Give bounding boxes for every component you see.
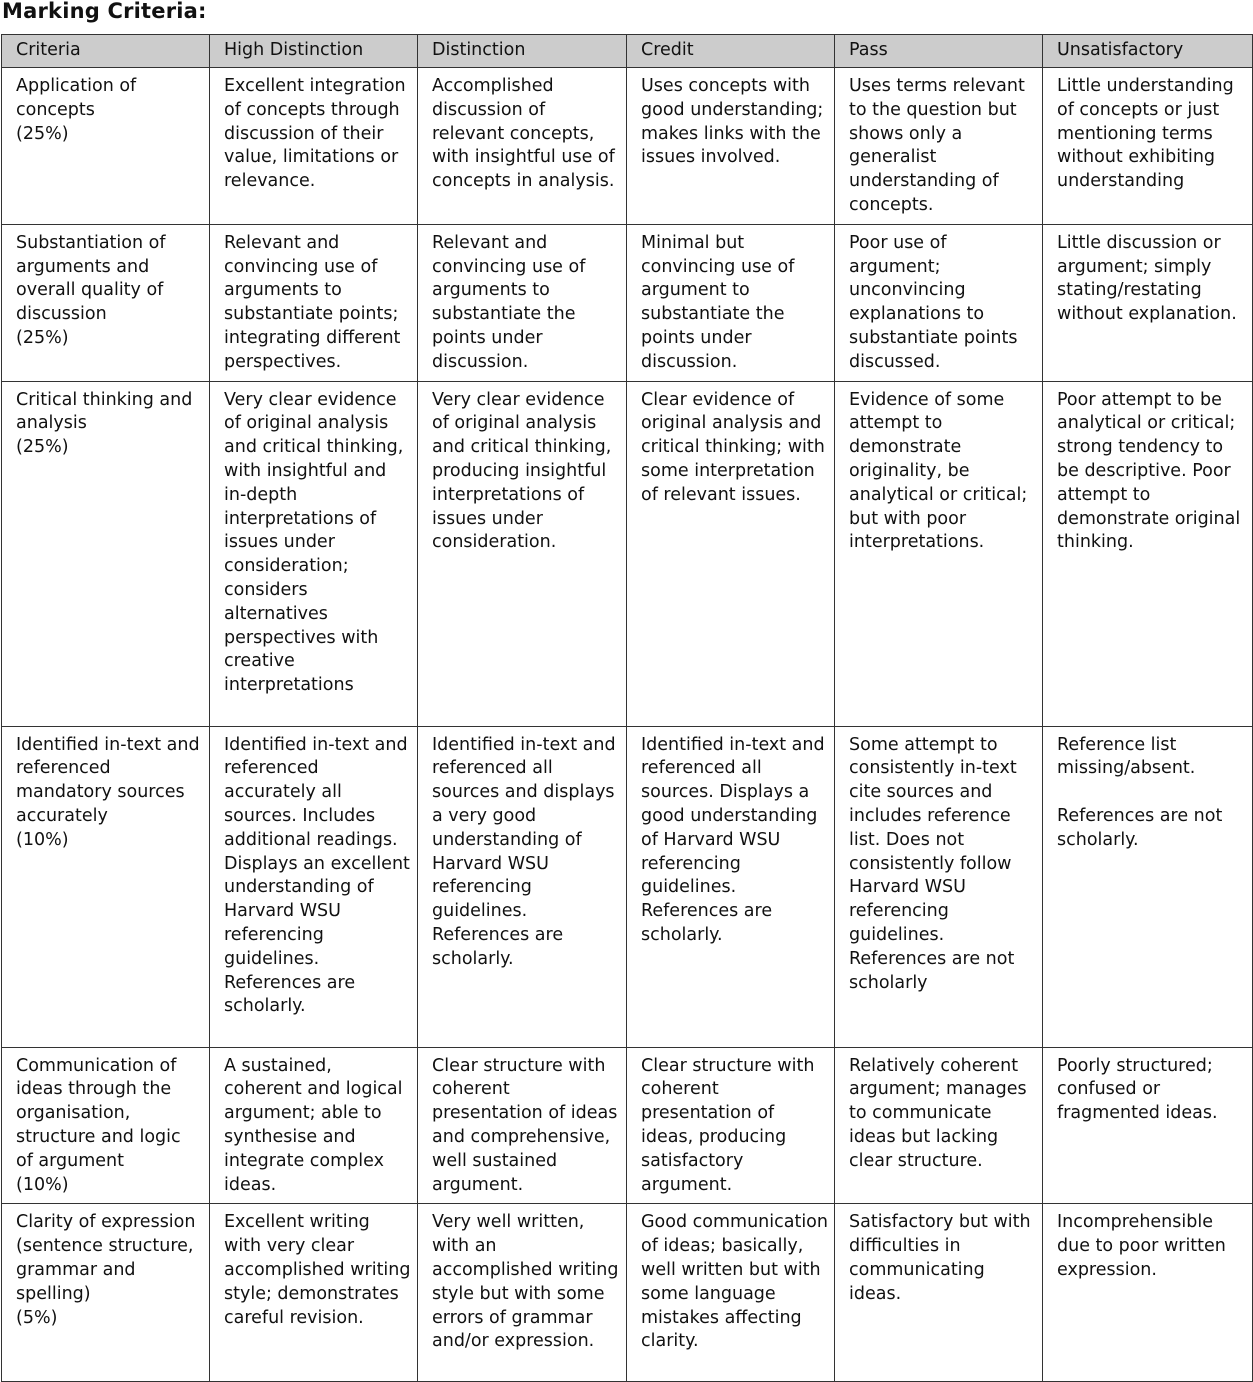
high-distinction-cell: Excellent integration of concepts through discussion of their value, limitations or relevance. <box>210 68 418 225</box>
pass-cell: Evidence of some attempt to demonstrate originality, be analytical or critical; but with poor interpretations. <box>835 381 1043 726</box>
table-row <box>2 381 1253 726</box>
criteria-cell: Clarity of expression (sentence structure, grammar and spelling) (5%) <box>2 1204 210 1382</box>
table-row <box>2 1204 1253 1382</box>
unsatisfactory-cell: Little understanding of concepts or just mentioning terms without exhibiting understanding <box>1043 68 1253 225</box>
column-header-distinction: Distinction <box>418 35 627 68</box>
criteria-cell: Communication of ideas through the organisation, structure and logic of argument (10%) <box>2 1047 210 1204</box>
distinction-cell: Accomplished discussion of relevant concepts, with insightful use of concepts in analysis. <box>418 68 627 225</box>
table-row <box>2 68 1253 225</box>
pass-cell: Poor use of argument; unconvincing explanations to substantiate points discussed. <box>835 224 1043 381</box>
criteria-cell: Identified in-text and referenced mandatory sources accurately (10%) <box>2 726 210 1047</box>
high-distinction-cell: A sustained, coherent and logical argument; able to synthesise and integrate complex ideas. <box>210 1047 418 1204</box>
high-distinction-cell: Relevant and convincing use of arguments to substantiate points; integrating different perspectives. <box>210 224 418 381</box>
pass-cell: Satisfactory but with difficulties in communicating ideas. <box>835 1204 1043 1382</box>
column-header-unsatisfactory: Unsatisfactory <box>1043 35 1253 68</box>
table-row <box>2 726 1253 1047</box>
credit-cell: Clear evidence of original analysis and critical thinking; with some interpretation of relevant issues. <box>627 381 835 726</box>
pass-cell: Uses terms relevant to the question but shows only a generalist understanding of concepts. <box>835 68 1043 225</box>
distinction-cell: Identified in-text and referenced all sources and displays a very good understanding of Harvard WSU referencing guidelines. References are scholarly. <box>418 726 627 1047</box>
credit-cell: Clear structure with coherent presentation of ideas, producing satisfactory argument. <box>627 1047 835 1204</box>
column-header-criteria: Criteria <box>2 35 210 68</box>
distinction-cell: Clear structure with coherent presentation of ideas and comprehensive, well sustained argument. <box>418 1047 627 1204</box>
criteria-cell: Critical thinking and analysis (25%) <box>2 381 210 726</box>
high-distinction-cell: Identified in-text and referenced accurately all sources. Includes additional readings. Displays an excellent understanding of Harvard WSU referencing guidelines. References are scholarly. <box>210 726 418 1047</box>
table-row <box>2 224 1253 381</box>
column-header-high-distinction: High Distinction <box>210 35 418 68</box>
unsatisfactory-cell: Little discussion or argument; simply stating/restating without explanation. <box>1043 224 1253 381</box>
marking-criteria-table <box>1 34 1253 1382</box>
credit-cell: Minimal but convincing use of argument to substantiate the points under discussion. <box>627 224 835 381</box>
credit-cell: Good communication of ideas; basically, well written but with some language mistakes affecting clarity. <box>627 1204 835 1382</box>
distinction-cell: Very well written, with an accomplished writing style but with some errors of grammar and/or expression. <box>418 1204 627 1382</box>
page-title: Marking Criteria: <box>2 0 207 23</box>
unsatisfactory-cell: Poorly structured; confused or fragmented ideas. <box>1043 1047 1253 1204</box>
high-distinction-cell: Very clear evidence of original analysis and critical thinking, with insightful and in-depth interpretations of issues under consideration; considers alternatives perspectives with creative interpretations <box>210 381 418 726</box>
distinction-cell: Very clear evidence of original analysis and critical thinking, producing insightful interpretations of issues under consideration. <box>418 381 627 726</box>
pass-cell: Some attempt to consistently in-text cite sources and includes reference list. Does not consistently follow Harvard WSU referencing guidelines. References are not scholarly <box>835 726 1043 1047</box>
high-distinction-cell: Excellent writing with very clear accomplished writing style; demonstrates careful revision. <box>210 1204 418 1382</box>
column-header-credit: Credit <box>627 35 835 68</box>
column-header-pass: Pass <box>835 35 1043 68</box>
unsatisfactory-cell: Poor attempt to be analytical or critical; strong tendency to be descriptive. Poor attempt to demonstrate original thinking. <box>1043 381 1253 726</box>
unsatisfactory-cell: Reference list missing/absent. References are not scholarly. <box>1043 726 1253 1047</box>
credit-cell: Identified in-text and referenced all sources. Displays a good understanding of Harvard WSU referencing guidelines. References are scholarly. <box>627 726 835 1047</box>
distinction-cell: Relevant and convincing use of arguments to substantiate the points under discussion. <box>418 224 627 381</box>
criteria-cell: Substantiation of arguments and overall quality of discussion (25%) <box>2 224 210 381</box>
table-header-row <box>2 35 1253 68</box>
unsatisfactory-cell: Incomprehensible due to poor written expression. <box>1043 1204 1253 1382</box>
credit-cell: Uses concepts with good understanding; makes links with the issues involved. <box>627 68 835 225</box>
criteria-cell: Application of concepts (25%) <box>2 68 210 225</box>
table-row <box>2 1047 1253 1204</box>
pass-cell: Relatively coherent argument; manages to communicate ideas but lacking clear structure. <box>835 1047 1043 1204</box>
